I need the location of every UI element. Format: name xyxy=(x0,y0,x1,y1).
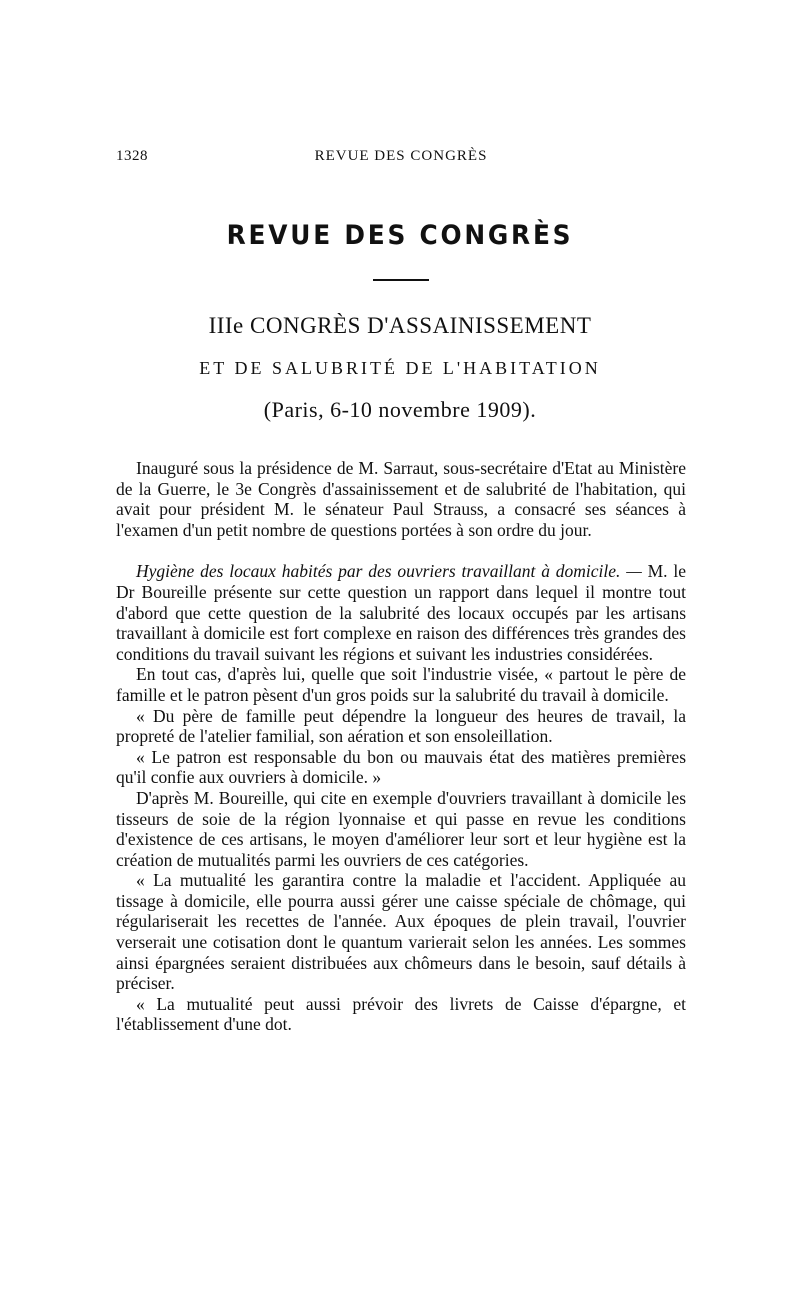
page-number: 1328 xyxy=(116,148,148,164)
paragraph-4: « Du père de famille peut dépendre la longueur des heures de travail, la propreté de l'atelier familial, son aération et son ensoleillation. xyxy=(116,705,686,747)
paragraph-5: « Le patron est responsable du bon ou mauvais état des matières premières qu'il confie aux ouvriers à domicile. » xyxy=(116,746,686,788)
congress-subtitle: ET DE SALUBRITÉ DE L'HABITATION xyxy=(199,358,601,378)
section-title: REVUE DES CONGRÈS xyxy=(226,220,574,251)
paragraph-7: « La mutualité les garantira contre la maladie et l'accident. Appliquée au tissage à domicile, elle pourra aussi gérer une caisse spéciale de chômage, qui régulariserait les recettes de l'année. Aux époques de plein travail, l'ouvrier verserait une cotisation dont le quantum varierait selon les années. Les sommes ainsi épargnées seraient distribuées aux chômeurs dans le besoin, sauf détails à préciser. xyxy=(116,870,686,994)
hygiene-paragraph xyxy=(116,561,686,664)
hygiene-text: M. le Dr Boureille présente sur cette question un rapport dans lequel il montre tout d'abord que cette question de la salubrité des locaux occupés par les artisans travaillant à domicile est fort complexe en raison des différences très grandes des conditions du travail suivant les régions et suivant les industries considérées. xyxy=(116,561,686,664)
hygiene-heading: Hygiène des locaux habités par des ouvriers travaillant à domicile. — xyxy=(136,561,642,582)
title-divider xyxy=(373,279,429,281)
congress-title: IIIe CONGRÈS D'ASSAINISSEMENT xyxy=(208,313,592,338)
running-head xyxy=(116,148,686,170)
article-body xyxy=(116,458,686,1035)
paragraph-8: « La mutualité peut aussi prévoir des livrets de Caisse d'épargne, et l'établissement d'une dot. xyxy=(116,993,686,1035)
running-head-title: REVUE DES CONGRÈS xyxy=(314,148,488,164)
congress-dates: (Paris, 6-10 novembre 1909). xyxy=(263,397,537,422)
intro-paragraph: Inauguré sous la présidence de M. Sarraut, sous-secrétaire d'Etat au Ministère de la Guerre, le 3e Congrès d'assainissement et de salubrité de l'habitation, qui avait pour président M. le sénateur Paul Strauss, a consacré ses séances à l'examen d'un petit nombre de questions portées à son ordre du jour. xyxy=(116,458,686,540)
paragraph-6: D'après M. Boureille, qui cite en exemple d'ouvriers travaillant à domicile les tisseurs de soie de la région lyonnaise et qui passe en revue les conditions d'existence de ces artisans, le moyen d'améliorer leur sort et leur hygiène est la création de mutualités parmi les ouvriers de ces catégories. xyxy=(116,787,686,870)
paragraph-3: En tout cas, d'après lui, quelle que soit l'industrie visée, « partout le père de famille et le patron pèsent d'un gros poids sur la salubrité du travail à domicile. xyxy=(116,664,686,705)
